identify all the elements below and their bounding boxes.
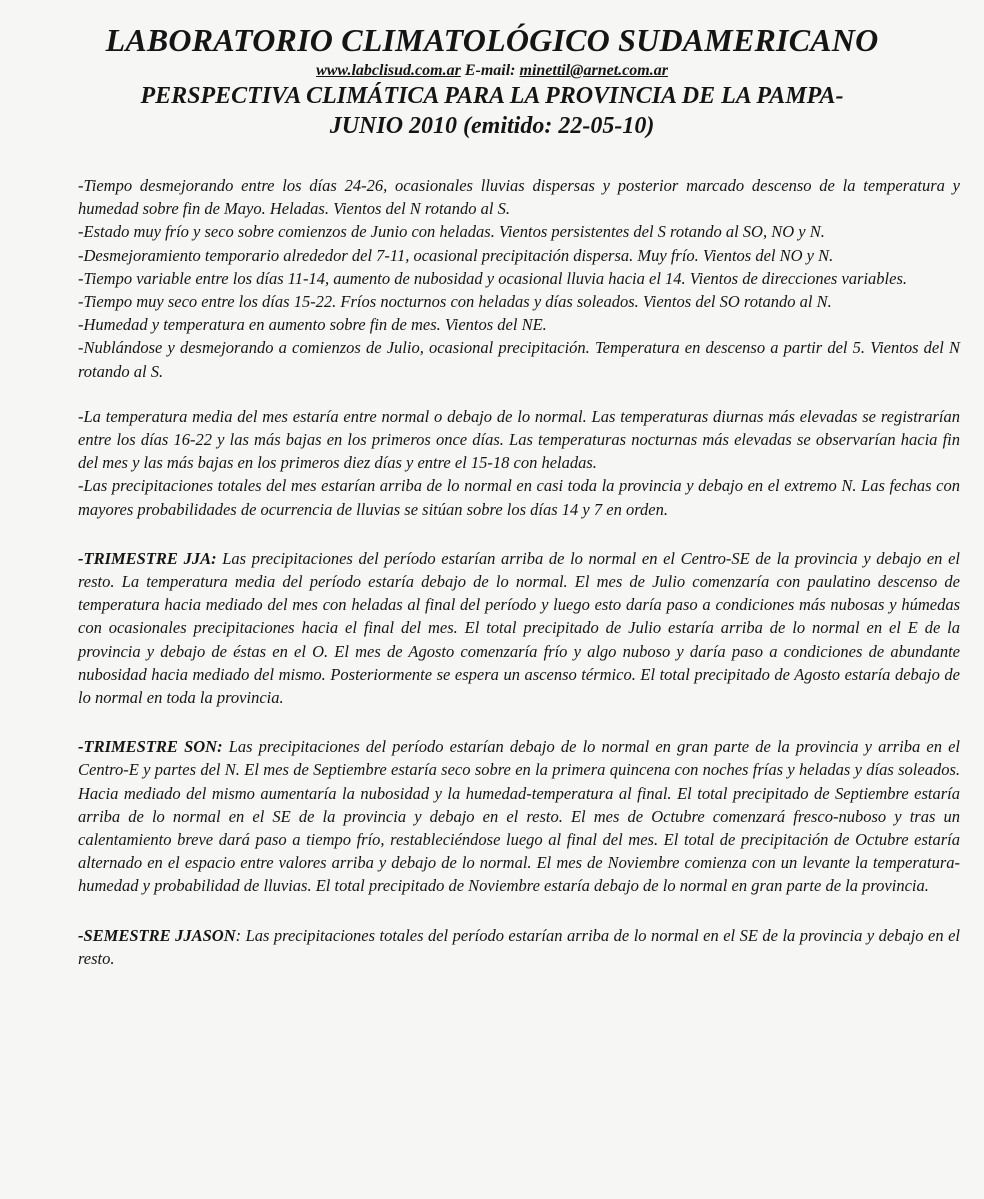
document-header	[24, 20, 960, 140]
summary-item-precipitation: -Las precipitaciones totales del mes estarían arriba de lo normal en casi toda la provincia y debajo en el extremo N. Las fechas con mayores probabilidades de ocurrencia de lluvias se sitúan sobre los días 14 y 7 en orden.	[78, 476, 960, 519]
section-trimestre-son	[78, 735, 960, 897]
spacer	[78, 383, 960, 405]
forecast-item: -Desmejoramiento temporario alrededor del 7-11, ocasional precipitación dispersa. Muy frío. Vientos del NO y N.	[78, 245, 834, 265]
spacer	[78, 709, 960, 735]
email-link[interactable]: minettil@arnet.com.ar	[519, 62, 668, 79]
section-text: : Las precipitaciones totales del período estarían arriba de lo normal en el SE de la provincia y debajo en el resto.	[78, 925, 960, 968]
website-link[interactable]: www.labclisud.com.ar	[316, 62, 461, 79]
forecast-item: -Tiempo desmejorando entre los días 24-26, ocasionales lluvias dispersas y posterior marcado descenso de la temperatura y humedad sobre fin de Mayo. Heladas. Vientos del N rotando al S.	[78, 176, 960, 219]
organization-name: LABORATORIO CLIMATOLÓGICO SUDAMERICANO	[105, 22, 879, 58]
section-label: -SEMESTRE JJASON	[78, 925, 236, 945]
document-body	[78, 174, 960, 970]
summary-item-temperature: -La temperatura media del mes estaría entre normal o debajo de lo normal. Las temperaturas diurnas más elevadas se registrarían entre los días 16-22 y las más bajas en los primeros once días. Las temperaturas nocturnas más elevadas se observarían hacia fin del mes y las más bajas en los primeros diez días y entre el 15-18 con heladas.	[78, 406, 960, 473]
forecast-item: -Tiempo muy seco entre los días 15-22. Fríos nocturnos con heladas y días soleados. Vientos del SO rotando al N.	[78, 292, 832, 312]
forecast-item: -Tiempo variable entre los días 11-14, aumento de nubosidad y ocasional lluvia hacia el 14. Vientos de direcciones variables.	[78, 268, 907, 288]
document-title-line-1: PERSPECTIVA CLIMÁTICA PARA LA PROVINCIA DE LA PAMPA-	[140, 83, 844, 109]
section-trimestre-jja	[78, 547, 960, 709]
forecast-item: -Humedad y temperatura en aumento sobre fin de mes. Vientos del NE.	[78, 315, 547, 335]
spacer	[78, 898, 960, 924]
contact-line	[24, 62, 960, 80]
monthly-summary	[78, 405, 960, 521]
section-label: -TRIMESTRE JJA:	[78, 548, 217, 568]
forecast-item: -Estado muy frío y seco sobre comienzos de Junio con heladas. Vientos persistentes del S rotando al SO, NO y N.	[78, 222, 825, 242]
forecast-item: -Nublándose y desmejorando a comienzos de Julio, ocasional precipitación. Temperatura en descenso a partir del 5. Vientos del N rotando al S.	[78, 338, 960, 381]
section-text: Las precipitaciones del período estarían arriba de lo normal en el Centro-SE de la provincia y debajo en el resto. La temperatura media del período estaría debajo de lo normal. El mes de Julio comenzaría con paulatino descenso de temperatura hacia mediado del mes con heladas al final del período y luego esto daría paso a condiciones más nubosas y húmedas con ocasionales precipitaciones hacia el final del mes. El total precipitado de Julio estaría arriba de lo normal en el E de la provincia y debajo de éstas en el O. El mes de Agosto comenzaría frío y algo nuboso y daría paso a condiciones de abundante nubosidad hacia mediado del mismo. Posteriormente se espera un ascenso térmico. El total precipitado de Agosto estaría debajo de lo normal en toda la provincia.	[78, 548, 960, 708]
section-text: Las precipitaciones del período estarían debajo de lo normal en gran parte de la provincia y arriba en el Centro-E y partes del N. El mes de Septiembre estaría seco sobre en la primera quincena con noches frías y heladas y días soleados. Hacia mediado del mismo aumentaría la nubosidad y la humedad-temperatura al final. El total precipitado de Septiembre estaría arriba de lo normal en el SE de la provincia y debajo en el resto. El mes de Octubre comenzará fresco-nuboso y tras un calentamiento breve dará paso a tiempo frío, restableciéndose luego al final del mes. El total de precipitación de Octubre estaría alternado en el espacio entre valores arriba y debajo de lo normal. El mes de Noviembre comienza con un levante la temperatura-humedad y probabilidad de lluvias. El total precipitado de Noviembre estaría debajo de lo normal en gran parte de la provincia.	[78, 737, 960, 896]
spacer	[78, 521, 960, 547]
email-label: E-mail:	[464, 62, 516, 79]
section-semestre-jjason	[78, 924, 960, 970]
section-label: -TRIMESTRE SON:	[78, 737, 223, 757]
document-title-line-2: JUNIO 2010 (emitido: 22-05-10)	[329, 113, 655, 139]
forecast-list	[78, 174, 960, 383]
